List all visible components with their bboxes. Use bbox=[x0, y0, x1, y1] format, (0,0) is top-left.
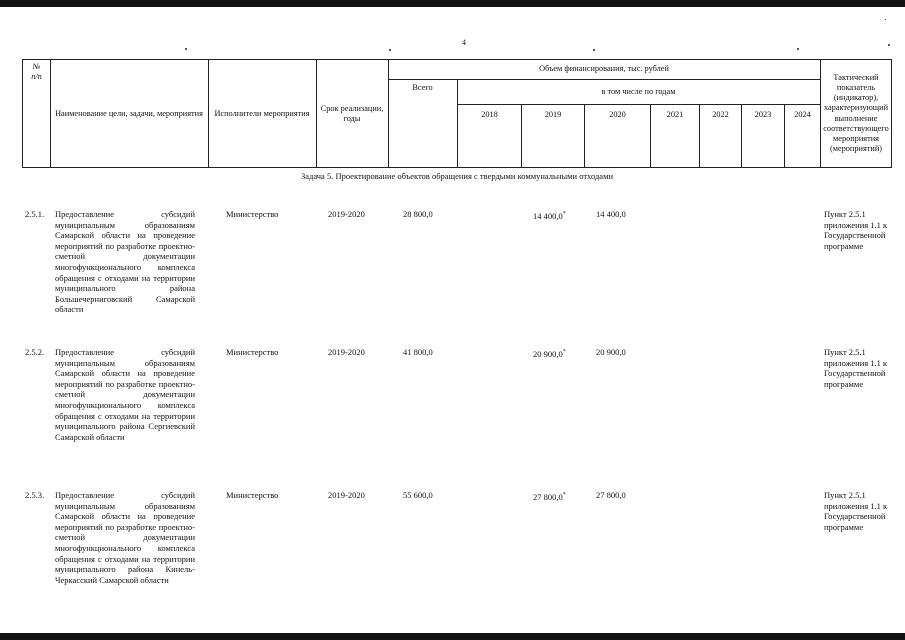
header-funding: Объем финансирования, тыс. рублей bbox=[539, 64, 669, 73]
row-term: 2019-2020 bbox=[328, 347, 365, 357]
row-number: 2.5.2. bbox=[25, 347, 45, 357]
row-total: 28 800,0 bbox=[403, 209, 433, 219]
row-executor: Министерство bbox=[226, 347, 279, 357]
row-term: 2019-2020 bbox=[328, 209, 365, 219]
row-description: Предоставление субсидий муниципальным образованиям Самарской области на проведение мероприятий по разработке проектно-сметной документации многофункционального комплекса обращения с отходами на территории муниципального района Кинель-Черкасский Самарской области bbox=[55, 490, 195, 585]
row-indicator: Пункт 2.5.1 приложения 1.1 к Государственной программе bbox=[824, 490, 888, 532]
scan-speck bbox=[888, 44, 890, 46]
row-total: 41 800,0 bbox=[403, 347, 433, 357]
header-year: 2023 bbox=[754, 110, 772, 119]
header-indicator: Тактический показатель (индикатор), характеризующий выполнение соответствующего мероприятия (мероприятий) bbox=[823, 72, 889, 154]
scan-speck bbox=[797, 48, 799, 50]
row-term: 2019-2020 bbox=[328, 490, 365, 500]
page-number: 4 bbox=[462, 38, 466, 47]
row-number: 2.5.3. bbox=[25, 490, 45, 500]
header-term: Срок реализации, годы bbox=[320, 103, 384, 123]
row-2020: 14 400,0 bbox=[596, 209, 626, 219]
scan-speck bbox=[593, 49, 595, 51]
table-header bbox=[22, 59, 892, 168]
header-total: Всего bbox=[412, 83, 433, 92]
header-by-years: в том числе по годам bbox=[601, 86, 676, 96]
header-year: 2024 bbox=[794, 110, 811, 119]
header-year: 2018 bbox=[481, 110, 498, 119]
row-2020: 20 900,0 bbox=[596, 347, 626, 357]
row-total: 55 600,0 bbox=[403, 490, 433, 500]
header-year: 2021 bbox=[666, 110, 684, 119]
row-executor: Министерство bbox=[226, 490, 279, 500]
header-year: 2020 bbox=[609, 110, 626, 119]
scan-speck bbox=[185, 48, 187, 50]
scan-bottom-border bbox=[0, 633, 905, 640]
scan-speck bbox=[885, 19, 886, 20]
header-name: Наименование цели, задачи, мероприятия bbox=[55, 108, 203, 118]
row-indicator: Пункт 2.5.1 приложения 1.1 к Государственной программе bbox=[824, 347, 888, 389]
header-year: 2022 bbox=[712, 110, 729, 119]
footnote-mark: * bbox=[562, 349, 566, 355]
row-description: Предоставление субсидий муниципальным образованиям Самарской области на проведение мероприятий по разработке проектно-сметной документации многофункционального комплекса обращения с отходами на территории муниципального района Сергиевский Самарской области bbox=[55, 347, 195, 442]
footnote-mark: * bbox=[562, 492, 566, 498]
row-2019: 20 900,0* bbox=[533, 348, 566, 359]
row-executor: Министерство bbox=[226, 209, 279, 219]
row-2020: 27 800,0 bbox=[596, 490, 626, 500]
header-num: № п/п bbox=[31, 62, 42, 81]
scan-speck bbox=[389, 49, 391, 51]
row-indicator: Пункт 2.5.1 приложения 1.1 к Государственной программе bbox=[824, 209, 888, 251]
row-2019: 27 800,0* bbox=[533, 491, 566, 502]
scan-top-border bbox=[0, 0, 905, 7]
row-description: Предоставление субсидий муниципальным образованиям Самарской области на проведение мероприятий по разработке проектно-сметной документации многофункционального комплекса обращения с отходами на территории муниципального района Большечерниговский Самарской области bbox=[55, 209, 195, 315]
footnote-mark: * bbox=[562, 211, 566, 217]
task-title: Задача 5. Проектирование объектов обращения с твердыми коммунальными отходами bbox=[300, 171, 614, 181]
row-number: 2.5.1. bbox=[25, 209, 45, 219]
header-year: 2019 bbox=[544, 110, 562, 119]
header-executors: Исполнители мероприятия bbox=[214, 108, 310, 118]
row-2019: 14 400,0* bbox=[533, 210, 566, 221]
